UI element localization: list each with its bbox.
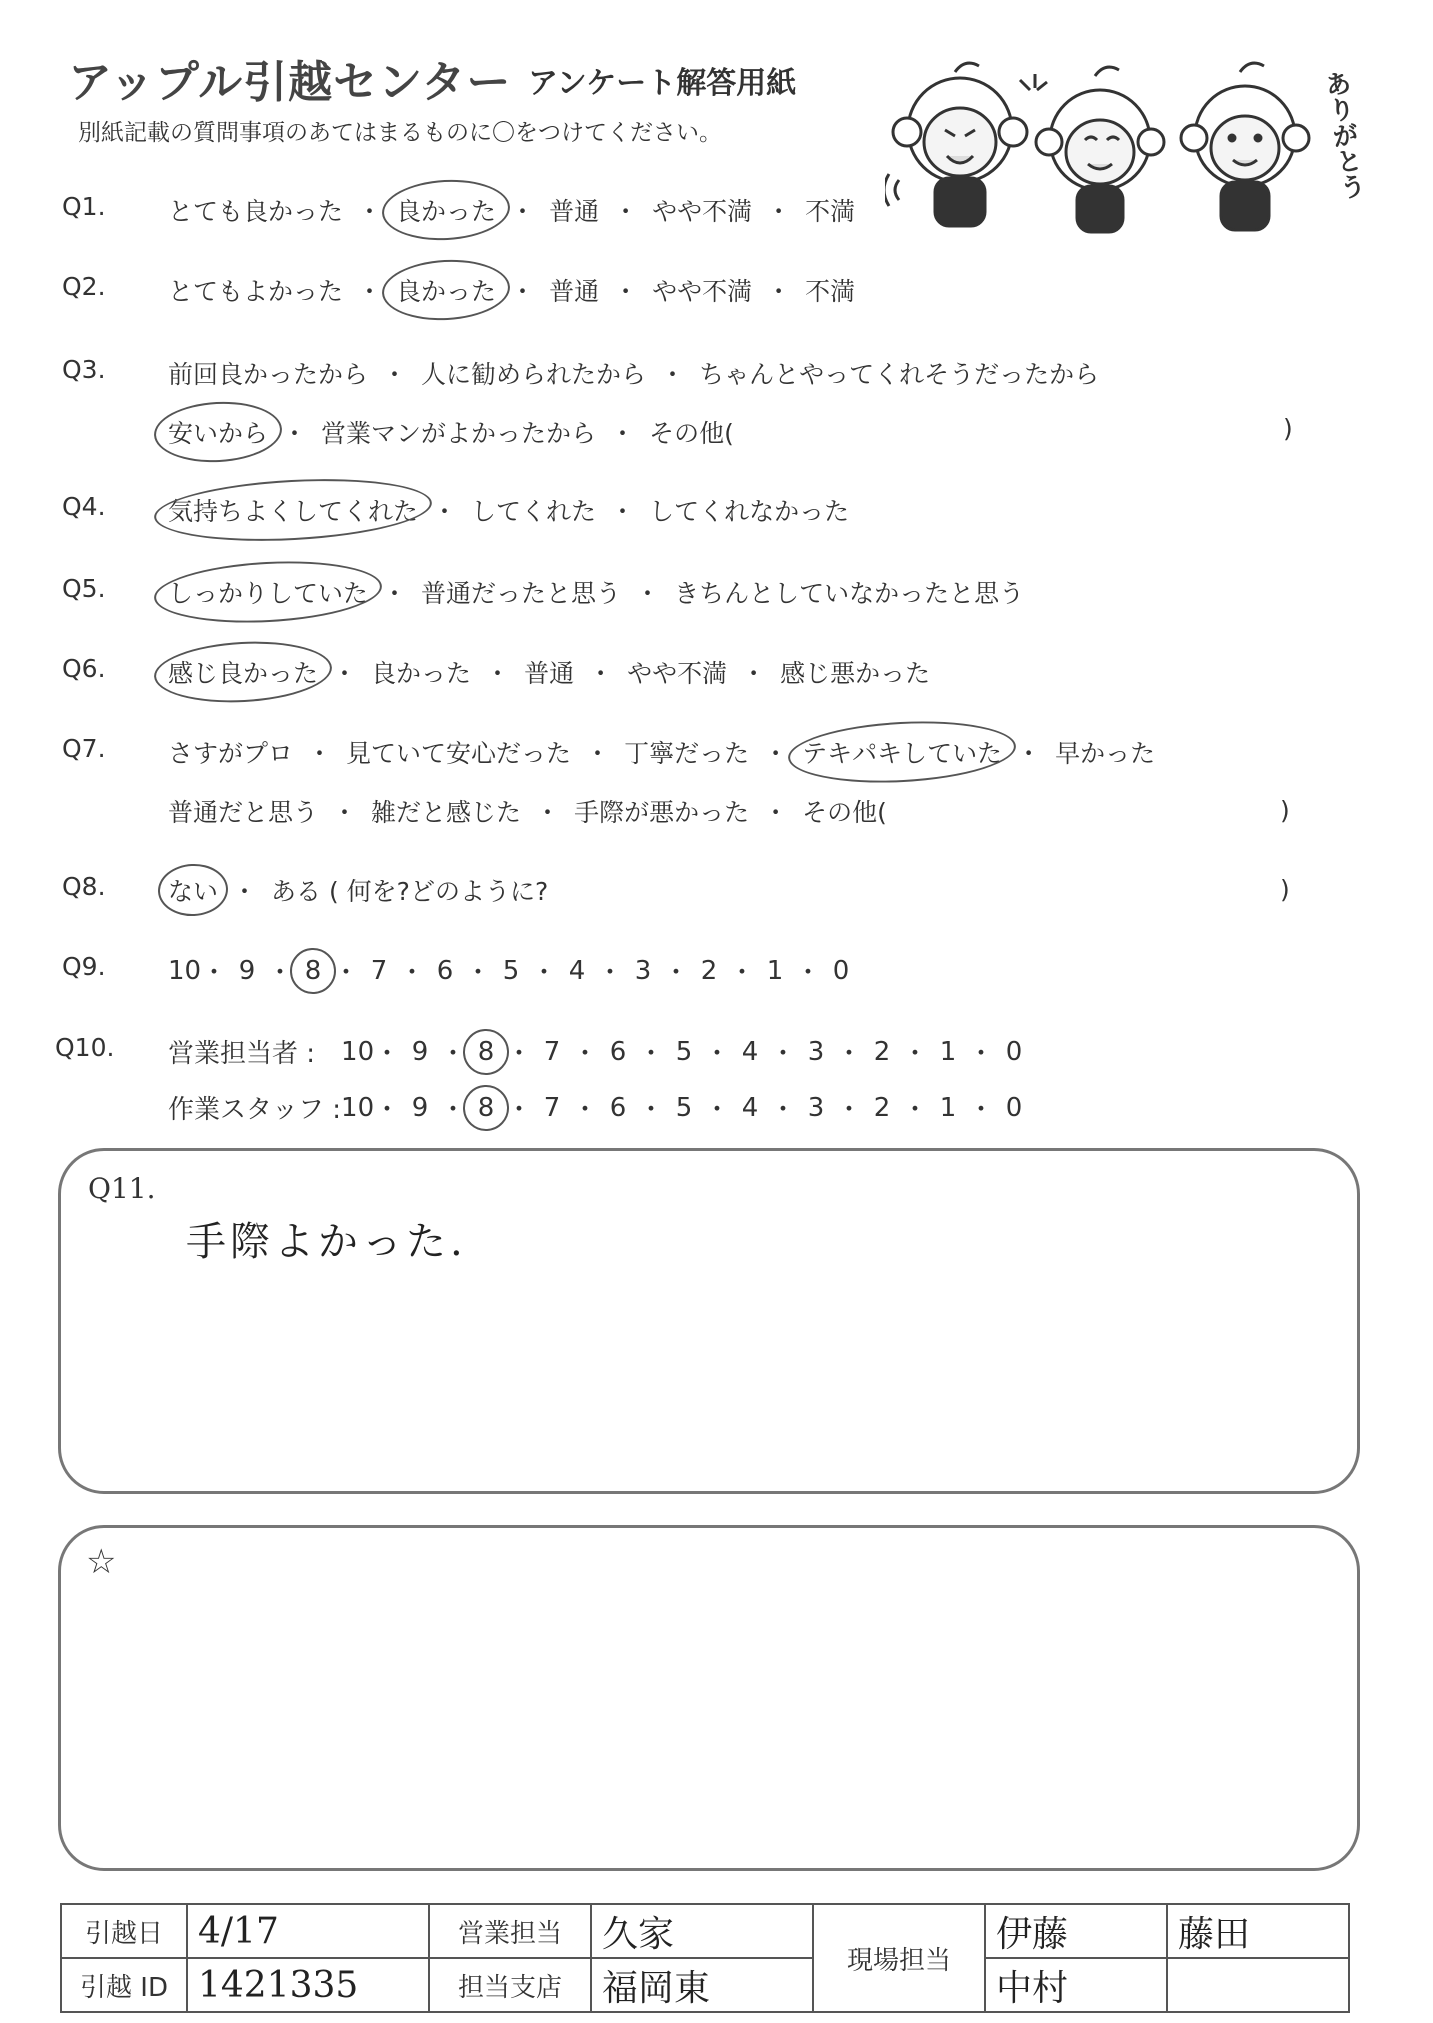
separator-dot: ・	[510, 277, 536, 306]
q10-sales-score-10[interactable]: 10	[341, 1036, 375, 1067]
q2-option-1[interactable]: とてもよかった	[168, 277, 344, 306]
q9-score-5[interactable]: 5	[502, 955, 520, 986]
q4-option-3[interactable]: してくれなかった	[649, 497, 850, 526]
separator-dot: ・	[968, 1039, 995, 1069]
q6-option-4[interactable]: やや不満	[627, 659, 728, 688]
q3-options-line-2	[168, 414, 734, 450]
separator-dot: ・	[357, 277, 383, 306]
separator-dot: ・	[610, 497, 636, 526]
separator-dot: ・	[506, 1039, 533, 1069]
q3-option-1[interactable]: 前回良かったから	[168, 360, 369, 389]
q8-option-2[interactable]: ある ( 何を?どのように?	[271, 877, 549, 906]
q7-option-4[interactable]: テキパキしていた	[802, 734, 1002, 770]
q10-label: Q10.	[55, 1033, 115, 1062]
table-row	[61, 1904, 1349, 1958]
q2-option-5[interactable]: 不満	[805, 277, 856, 306]
q4-label: Q4.	[62, 492, 106, 521]
q4-option-2[interactable]: してくれた	[471, 497, 597, 526]
q10-sales-score-1[interactable]: 1	[939, 1036, 957, 1067]
branch-label: 担当支店	[429, 1958, 591, 2012]
q3-close-paren: )	[1283, 414, 1293, 443]
q3-option-4[interactable]: 安いから	[168, 414, 268, 450]
q10-sales-scale	[168, 1033, 1027, 1070]
q10-sales-score-9[interactable]: 9	[411, 1036, 429, 1067]
q7-options-line-1	[168, 734, 1155, 770]
separator-dot: ・	[432, 497, 458, 526]
separator-dot: ・	[506, 1095, 533, 1125]
star-label: ☆	[86, 1542, 117, 1582]
q3-option-6[interactable]: その他(	[649, 419, 734, 448]
move-id-label: 引越 ID	[61, 1958, 187, 2012]
q5-option-1[interactable]: しっかりしていた	[168, 574, 368, 610]
q7-option-2[interactable]: 見ていて安心だった	[346, 739, 572, 768]
q1-label: Q1.	[62, 192, 106, 221]
q10-staff-score-6[interactable]: 6	[609, 1092, 627, 1123]
separator-dot: ・	[610, 419, 636, 448]
separator-dot: ・	[766, 197, 792, 226]
separator-dot: ・	[585, 739, 611, 768]
q10-sales-score-8[interactable]: 8	[473, 1037, 499, 1067]
separator-dot: ・	[332, 659, 358, 688]
q8-close-paren: )	[1280, 875, 1290, 904]
table-row	[61, 1958, 1349, 2012]
q10-staff-score-1[interactable]: 1	[939, 1092, 957, 1123]
q7-option-1[interactable]: さすがプロ	[168, 739, 294, 768]
q9-label: Q9.	[62, 952, 106, 981]
site-rep-label: 現場担当	[813, 1904, 985, 2012]
separator-dot: ・	[704, 1095, 731, 1125]
info-table	[60, 1903, 1350, 2013]
separator-dot: ・	[836, 1039, 863, 1069]
separator-dot: ・	[836, 1095, 863, 1125]
separator-dot: ・	[770, 1095, 797, 1125]
q9-score-7[interactable]: 7	[370, 955, 388, 986]
q2-option-4[interactable]: やや不満	[652, 277, 753, 306]
q9-scale	[168, 952, 854, 989]
separator-dot: ・	[382, 579, 408, 608]
separator-dot: ・	[1016, 739, 1042, 768]
separator-dot: ・	[638, 1095, 665, 1125]
separator-dot: ・	[266, 958, 293, 988]
separator-dot: ・	[968, 1095, 995, 1125]
q10-sales-score-3[interactable]: 3	[807, 1036, 825, 1067]
separator-dot: ・	[662, 958, 689, 988]
separator-dot: ・	[660, 360, 686, 389]
q8-label: Q8.	[62, 872, 106, 901]
q7-option-7[interactable]: 雑だと感じた	[371, 798, 522, 827]
separator-dot: ・	[232, 877, 258, 906]
q9-score-2[interactable]: 2	[700, 955, 718, 986]
separator-dot: ・	[535, 798, 561, 827]
separator-dot: ・	[307, 739, 333, 768]
document-title: アンケート解答用紙	[528, 66, 797, 101]
q11-comment-box[interactable]	[58, 1148, 1360, 1494]
separator-dot: ・	[530, 958, 557, 988]
q10-staff-score-9[interactable]: 9	[411, 1092, 429, 1123]
q9-score-0[interactable]: 0	[832, 955, 850, 986]
q10-staff-label: 作業スタッフ :	[168, 1095, 342, 1125]
free-comment-box[interactable]	[58, 1525, 1360, 1871]
separator-dot: ・	[613, 277, 639, 306]
q10-sales-score-4[interactable]: 4	[741, 1036, 759, 1067]
q5-label: Q5.	[62, 574, 106, 603]
separator-dot: ・	[572, 1039, 599, 1069]
q10-staff-score-7[interactable]: 7	[543, 1092, 561, 1123]
q6-option-3[interactable]: 普通	[524, 659, 575, 688]
sales-rep-label: 営業担当	[429, 1904, 591, 1958]
q10-staff-scale	[168, 1089, 1027, 1126]
separator-dot: ・	[741, 659, 767, 688]
q6-options	[168, 654, 930, 690]
separator-dot: ・	[613, 197, 639, 226]
separator-dot: ・	[704, 1039, 731, 1069]
separator-dot: ・	[902, 1095, 929, 1125]
q10-staff-score-5[interactable]: 5	[675, 1092, 693, 1123]
q10-sales-score-7[interactable]: 7	[543, 1036, 561, 1067]
q10-sales-score-5[interactable]: 5	[675, 1036, 693, 1067]
monkey-illustration	[885, 60, 1355, 240]
separator-dot: ・	[572, 1095, 599, 1125]
separator-dot: ・	[332, 798, 358, 827]
q1-option-3[interactable]: 普通	[549, 197, 600, 226]
q7-option-5[interactable]: 早かった	[1055, 739, 1156, 768]
separator-dot: ・	[596, 958, 623, 988]
q8-options	[168, 872, 548, 908]
q1-option-4[interactable]: やや不満	[652, 197, 753, 226]
sales-rep-value[interactable]: 久家	[591, 1904, 813, 1958]
q2-option-3[interactable]: 普通	[549, 277, 600, 306]
separator-dot: ・	[374, 1039, 401, 1069]
q5-option-3[interactable]: きちんとしていなかったと思う	[674, 579, 1025, 608]
separator-dot: ・	[763, 798, 789, 827]
separator-dot: ・	[794, 958, 821, 988]
q2-label: Q2.	[62, 272, 106, 301]
q3-option-3[interactable]: ちゃんとやってくれそうだったから	[699, 360, 1100, 389]
q7-label: Q7.	[62, 734, 106, 763]
site-rep-3[interactable]: 中村	[985, 1958, 1167, 2012]
q3-option-2[interactable]: 人に勧められたから	[421, 360, 647, 389]
separator-dot: ・	[440, 1095, 467, 1125]
site-rep-2[interactable]: 藤田	[1167, 1904, 1349, 1958]
site-rep-empty[interactable]	[1167, 1958, 1349, 2012]
q3-option-5[interactable]: 営業マンがよかったから	[321, 419, 597, 448]
q6-option-5[interactable]: 感じ悪かった	[780, 659, 931, 688]
separator-dot: ・	[902, 1039, 929, 1069]
separator-dot: ・	[382, 360, 408, 389]
q10-sales-score-6[interactable]: 6	[609, 1036, 627, 1067]
q10-sales-score-2[interactable]: 2	[873, 1036, 891, 1067]
separator-dot: ・	[464, 958, 491, 988]
q8-option-1[interactable]: ない	[168, 872, 218, 908]
q10-staff-score-0[interactable]: 0	[1005, 1092, 1023, 1123]
separator-dot: ・	[332, 958, 359, 988]
site-rep-1[interactable]: 伊藤	[985, 1904, 1167, 1958]
q4-option-1[interactable]: 気持ちよくしてくれた	[168, 492, 418, 528]
q2-option-2[interactable]: 良かった	[396, 272, 496, 308]
move-date-value[interactable]: 4/17	[187, 1904, 429, 1958]
q9-score-4[interactable]: 4	[568, 955, 586, 986]
move-id-value[interactable]: 1421335	[187, 1958, 429, 2012]
q6-option-2[interactable]: 良かった	[371, 659, 472, 688]
q10-sales-label: 営業担当者 :	[168, 1039, 316, 1069]
q1-option-5[interactable]: 不満	[805, 197, 856, 226]
instruction-text: 別紙記載の質問事項のあてはまるものに〇をつけてください。	[78, 120, 722, 146]
branch-value[interactable]: 福岡東	[591, 1958, 813, 2012]
q9-score-1[interactable]: 1	[766, 955, 784, 986]
q10-staff-score-3[interactable]: 3	[807, 1092, 825, 1123]
q1-option-2[interactable]: 良かった	[396, 192, 496, 228]
separator-dot: ・	[398, 958, 425, 988]
q10-sales-score-0[interactable]: 0	[1005, 1036, 1023, 1067]
q4-options	[168, 492, 849, 528]
separator-dot: ・	[200, 958, 227, 988]
q10-staff-score-2[interactable]: 2	[873, 1092, 891, 1123]
separator-dot: ・	[763, 739, 789, 768]
separator-dot: ・	[728, 958, 755, 988]
q6-option-1[interactable]: 感じ良かった	[168, 654, 318, 690]
q11-label: Q11.	[88, 1172, 156, 1205]
q1-option-1[interactable]: とても良かった	[168, 197, 344, 226]
q3-label: Q3.	[62, 355, 106, 384]
q7-option-6[interactable]: 普通だと思う	[168, 798, 319, 827]
q10-staff-score-10[interactable]: 10	[341, 1092, 375, 1123]
separator-dot: ・	[357, 197, 383, 226]
q7-option-3[interactable]: 丁寧だった	[624, 739, 750, 768]
separator-dot: ・	[588, 659, 614, 688]
separator-dot: ・	[374, 1095, 401, 1125]
brand-name: アップル引越センター	[68, 57, 512, 108]
q7-option-9[interactable]: その他(	[802, 798, 887, 827]
q5-option-2[interactable]: 普通だったと思う	[421, 579, 622, 608]
separator-dot: ・	[770, 1039, 797, 1069]
q7-options-line-2	[168, 793, 887, 829]
q11-handwritten-comment: 手際よかった.	[186, 1219, 467, 1265]
separator-dot: ・	[485, 659, 511, 688]
q9-score-8[interactable]: 8	[300, 956, 326, 986]
q7-close-paren: )	[1280, 796, 1290, 825]
separator-dot: ・	[766, 277, 792, 306]
separator-dot: ・	[282, 419, 308, 448]
q9-score-9[interactable]: 9	[238, 955, 256, 986]
separator-dot: ・	[638, 1039, 665, 1069]
q10-staff-score-8[interactable]: 8	[473, 1093, 499, 1123]
thanks-text: ありがとう	[1319, 68, 1367, 202]
q9-score-6[interactable]: 6	[436, 955, 454, 986]
separator-dot: ・	[510, 197, 536, 226]
q10-staff-score-4[interactable]: 4	[741, 1092, 759, 1123]
separator-dot: ・	[440, 1039, 467, 1069]
q6-label: Q6.	[62, 654, 106, 683]
q3-options-line-1	[168, 355, 1099, 391]
q5-options	[168, 574, 1024, 610]
separator-dot: ・	[635, 579, 661, 608]
q9-score-3[interactable]: 3	[634, 955, 652, 986]
move-date-label: 引越日	[61, 1904, 187, 1958]
q2-options	[168, 272, 855, 308]
q7-option-8[interactable]: 手際が悪かった	[574, 798, 750, 827]
q9-score-10[interactable]: 10	[168, 955, 202, 986]
q1-options	[168, 192, 855, 228]
